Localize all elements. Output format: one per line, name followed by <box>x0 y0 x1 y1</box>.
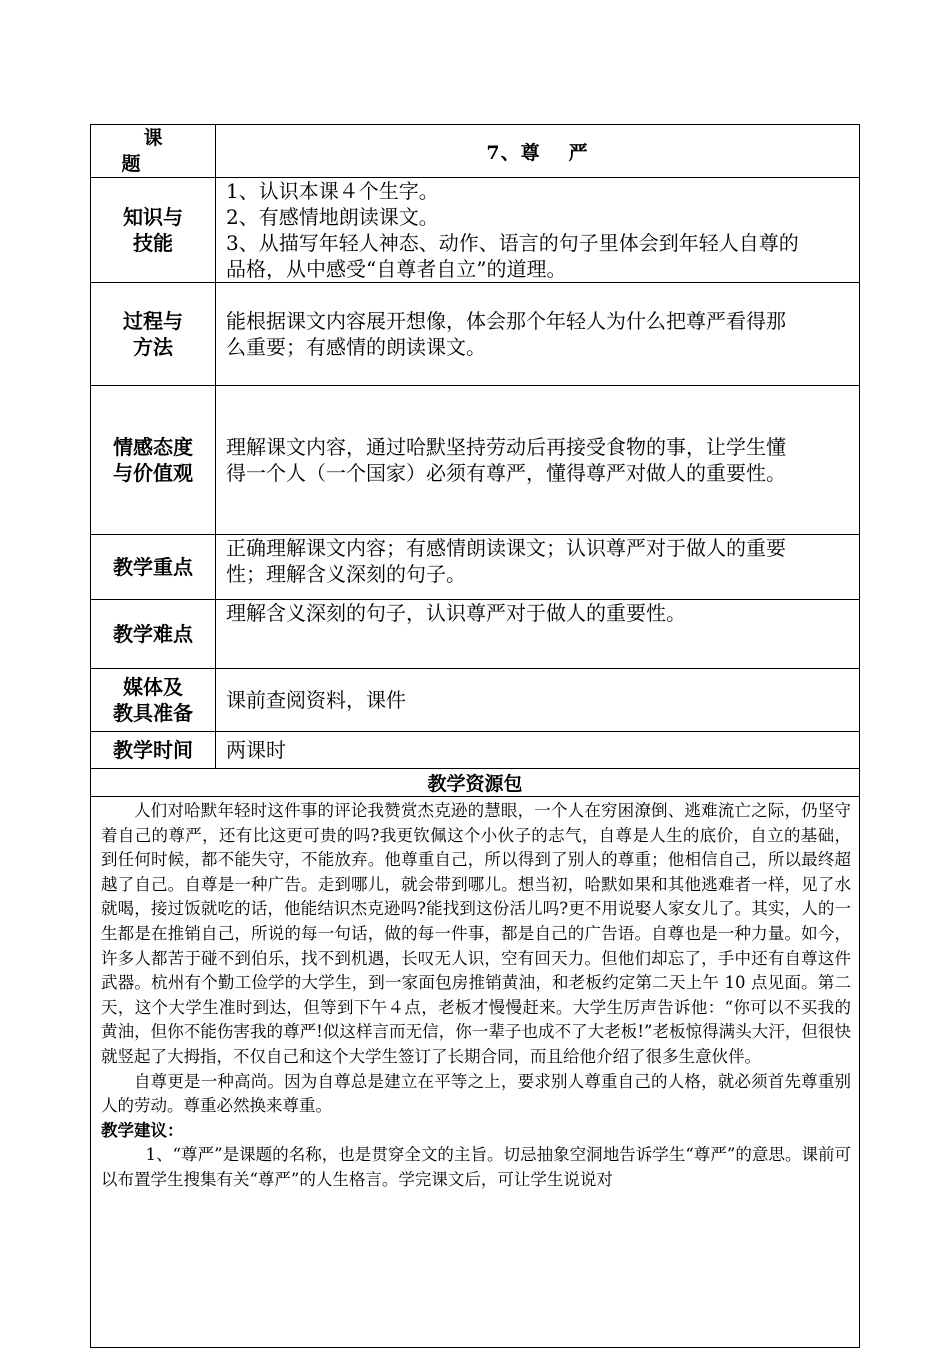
resource-line: 自尊更是一种高尚。因为自尊总是建立在平等之上，要求别人尊重自己的人格，就必须 <box>134 1071 768 1091</box>
resource-line: 的每一件事，都是自己的广告语。自尊也是一种力量。如今，许多人都苦于碰不到伯乐，找不 <box>101 923 852 968</box>
row-resource-heading <box>91 769 860 797</box>
row-key-point <box>91 535 860 600</box>
row-emotion <box>91 386 860 535</box>
row-resource-body <box>91 797 860 1348</box>
row-knowledge <box>91 178 860 283</box>
resource-line: 到机遇，长叹无人识，空有回天力。但他们却忘了，手中还有自尊这件武器。杭州有个勤工俭 <box>101 948 852 993</box>
process-line: 么重要；有感情的朗读课文。 <box>226 335 486 359</box>
row-media <box>91 669 860 732</box>
resource-body <box>91 797 860 1348</box>
difficulty-content: 理解含义深刻的句子，认识尊严对于做人的重要性。 <box>216 600 860 669</box>
resource-line: 生意伙伴。 <box>678 1046 761 1066</box>
row-title <box>91 125 860 178</box>
resource-line: 生准时到达，但等到下午４点，老板才慢慢赶来。大学生厉声告诉他：“你可以不买我的黄 <box>101 997 852 1042</box>
resource-line: 学的大学生，到一家面包房推销黄油，和老板约定第二天上午 10 点见面。第二天，这个大学 <box>101 973 851 1017</box>
advice-label: 教学建议： <box>101 1120 184 1140</box>
knowledge-line: 2、有感情地朗读课文。 <box>226 205 439 229</box>
resource-line: 际，仍坚守着自己的尊严，还有比这更可贵的吗?我更钦佩这个小伙子的志气，自尊是人生 <box>101 801 852 845</box>
process-content <box>216 283 860 386</box>
advice-line: 的意思。课前可以布置学生搜集有关“尊严”的人生格言。学完课文后，可让学生说说对 <box>101 1145 852 1189</box>
emotion-content <box>216 386 860 535</box>
resource-paragraph-1 <box>101 799 851 1070</box>
resource-line: 尊重；他相信自己，所以最终超越了自己。自尊是一种广告。走到哪儿，就会带到哪儿。想当 <box>101 850 852 894</box>
resource-line: 首先尊重别人的劳动。尊重必然换来尊重。 <box>101 1071 852 1116</box>
resource-line: 人们对哈默年轻时这件事的评论我赞赏杰克逊的慧眼，一个人在穷困潦倒、逃难流亡之 <box>134 801 768 820</box>
advice-line: 1、“尊严”是课题的名称，也是贯穿全文的主旨。切忌抽象空洞地告诉学生“尊严” <box>145 1145 736 1165</box>
knowledge-line: 3、从描写年轻人神态、动作、语言的句子里体会到年轻人自尊的 <box>226 231 799 255</box>
resource-line: 油，但你不能伤害我的尊严!似这样言而无信，你一辈子也成不了大老板!”老板惊得满头大 <box>117 1022 769 1042</box>
title-label: 课题 <box>91 125 216 178</box>
knowledge-line: 品格，从中感受“自尊者自立”的道理。 <box>226 257 567 281</box>
emotion-label-line1: 情感态度 <box>113 435 193 459</box>
knowledge-line: 1、认识本课４个生字。 <box>226 179 439 203</box>
advice-paragraph <box>101 1143 851 1192</box>
resource-heading: 教学资源包 <box>91 769 860 797</box>
row-difficulty <box>91 600 860 669</box>
emotion-label-line2: 与价值观 <box>113 461 193 485</box>
key-point-line: 性；理解含义深刻的句子。 <box>226 562 466 586</box>
media-content: 课前查阅资料，课件 <box>216 669 860 732</box>
row-process <box>91 283 860 386</box>
lesson-plan-table <box>90 124 860 1348</box>
lesson-title-num: 7、尊 <box>486 141 541 164</box>
knowledge-label-line2: 技能 <box>133 231 173 255</box>
time-content: 两课时 <box>216 732 860 769</box>
resource-paragraph-2 <box>101 1070 851 1119</box>
media-label-line2: 教具准备 <box>113 701 193 725</box>
process-label-line2: 方法 <box>133 335 173 359</box>
process-line: 能根据课文内容展开想像，体会那个年轻人为什么把尊严看得那 <box>226 309 786 333</box>
difficulty-label: 教学难点 <box>91 600 216 669</box>
process-label <box>91 283 216 386</box>
resource-line: 汗，但很快就竖起了大拇指，不仅自己和这个大学生签订了长期合同，而且给他介绍了很多 <box>101 1022 852 1066</box>
knowledge-label-line1: 知识与 <box>123 205 183 229</box>
resource-line: 这份活儿吗?更不用说娶人家女儿了。其实，人的一生都是在推销自己，所说的每一句话，做 <box>101 899 851 943</box>
emotion-line: 得一个人（一个国家）必须有尊严，懂得尊严对做人的重要性。 <box>226 461 786 485</box>
key-point-content <box>216 535 860 600</box>
media-label-line1: 媒体及 <box>123 675 183 699</box>
lesson-title-word: 严 <box>568 141 589 164</box>
emotion-label <box>91 386 216 535</box>
process-label-line1: 过程与 <box>123 309 183 333</box>
resource-line: 的底价，自立的基础，到任何时候，都不能失守，不能放弃。他尊重自己，所以得到了别人的 <box>101 825 851 870</box>
knowledge-label <box>91 178 216 283</box>
key-point-line: 正确理解课文内容；有感情朗读课文；认识尊严对于做人的重要 <box>226 536 786 560</box>
emotion-line: 理解课文内容，通过哈默坚持劳动后再接受食物的事，让学生懂 <box>226 435 786 459</box>
key-point-label: 教学重点 <box>91 535 216 600</box>
time-label: 教学时间 <box>91 732 216 769</box>
row-time <box>91 732 860 769</box>
lesson-title <box>216 125 860 178</box>
resource-line: 初，哈默如果和其他逃难者一样，见了水就喝，接过饭就吃的话，他能结识杰克逊吗?能找到 <box>101 874 852 919</box>
media-label <box>91 669 216 732</box>
knowledge-content <box>216 178 860 283</box>
